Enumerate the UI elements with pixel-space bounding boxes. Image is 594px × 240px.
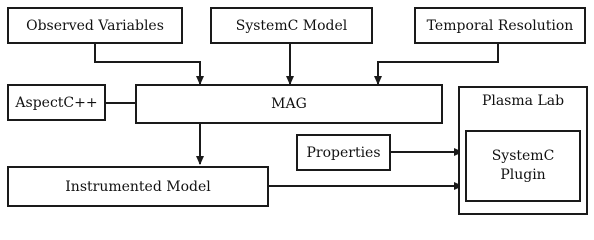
arrow-observed-to-mag xyxy=(95,44,200,84)
observed-variables-label: Observed Variables xyxy=(26,17,164,34)
properties-box xyxy=(296,134,391,171)
temporal-resolution-box xyxy=(414,7,586,44)
aspectcpp-box xyxy=(7,84,106,121)
plasma-lab-box xyxy=(458,86,588,215)
systemc-plugin-line1: SystemC xyxy=(491,148,555,164)
observed-variables-box xyxy=(7,7,183,44)
systemc-model-box xyxy=(210,7,373,44)
instrumented-model-label: Instrumented Model xyxy=(65,178,211,195)
systemc-plugin-line2: Plugin xyxy=(500,167,546,183)
systemc-plugin-box xyxy=(465,130,581,202)
systemc-model-label: SystemC Model xyxy=(235,17,348,34)
plasma-lab-title: Plasma Lab xyxy=(481,93,565,109)
arrow-temporal-to-mag xyxy=(378,44,498,84)
properties-label: Properties xyxy=(306,144,381,161)
aspectcpp-label: AspectC++ xyxy=(15,94,98,111)
mag-label: MAG xyxy=(271,96,307,112)
temporal-resolution-label: Temporal Resolution xyxy=(426,17,574,34)
instrumented-model-box xyxy=(7,166,269,207)
mag-box xyxy=(135,84,443,124)
